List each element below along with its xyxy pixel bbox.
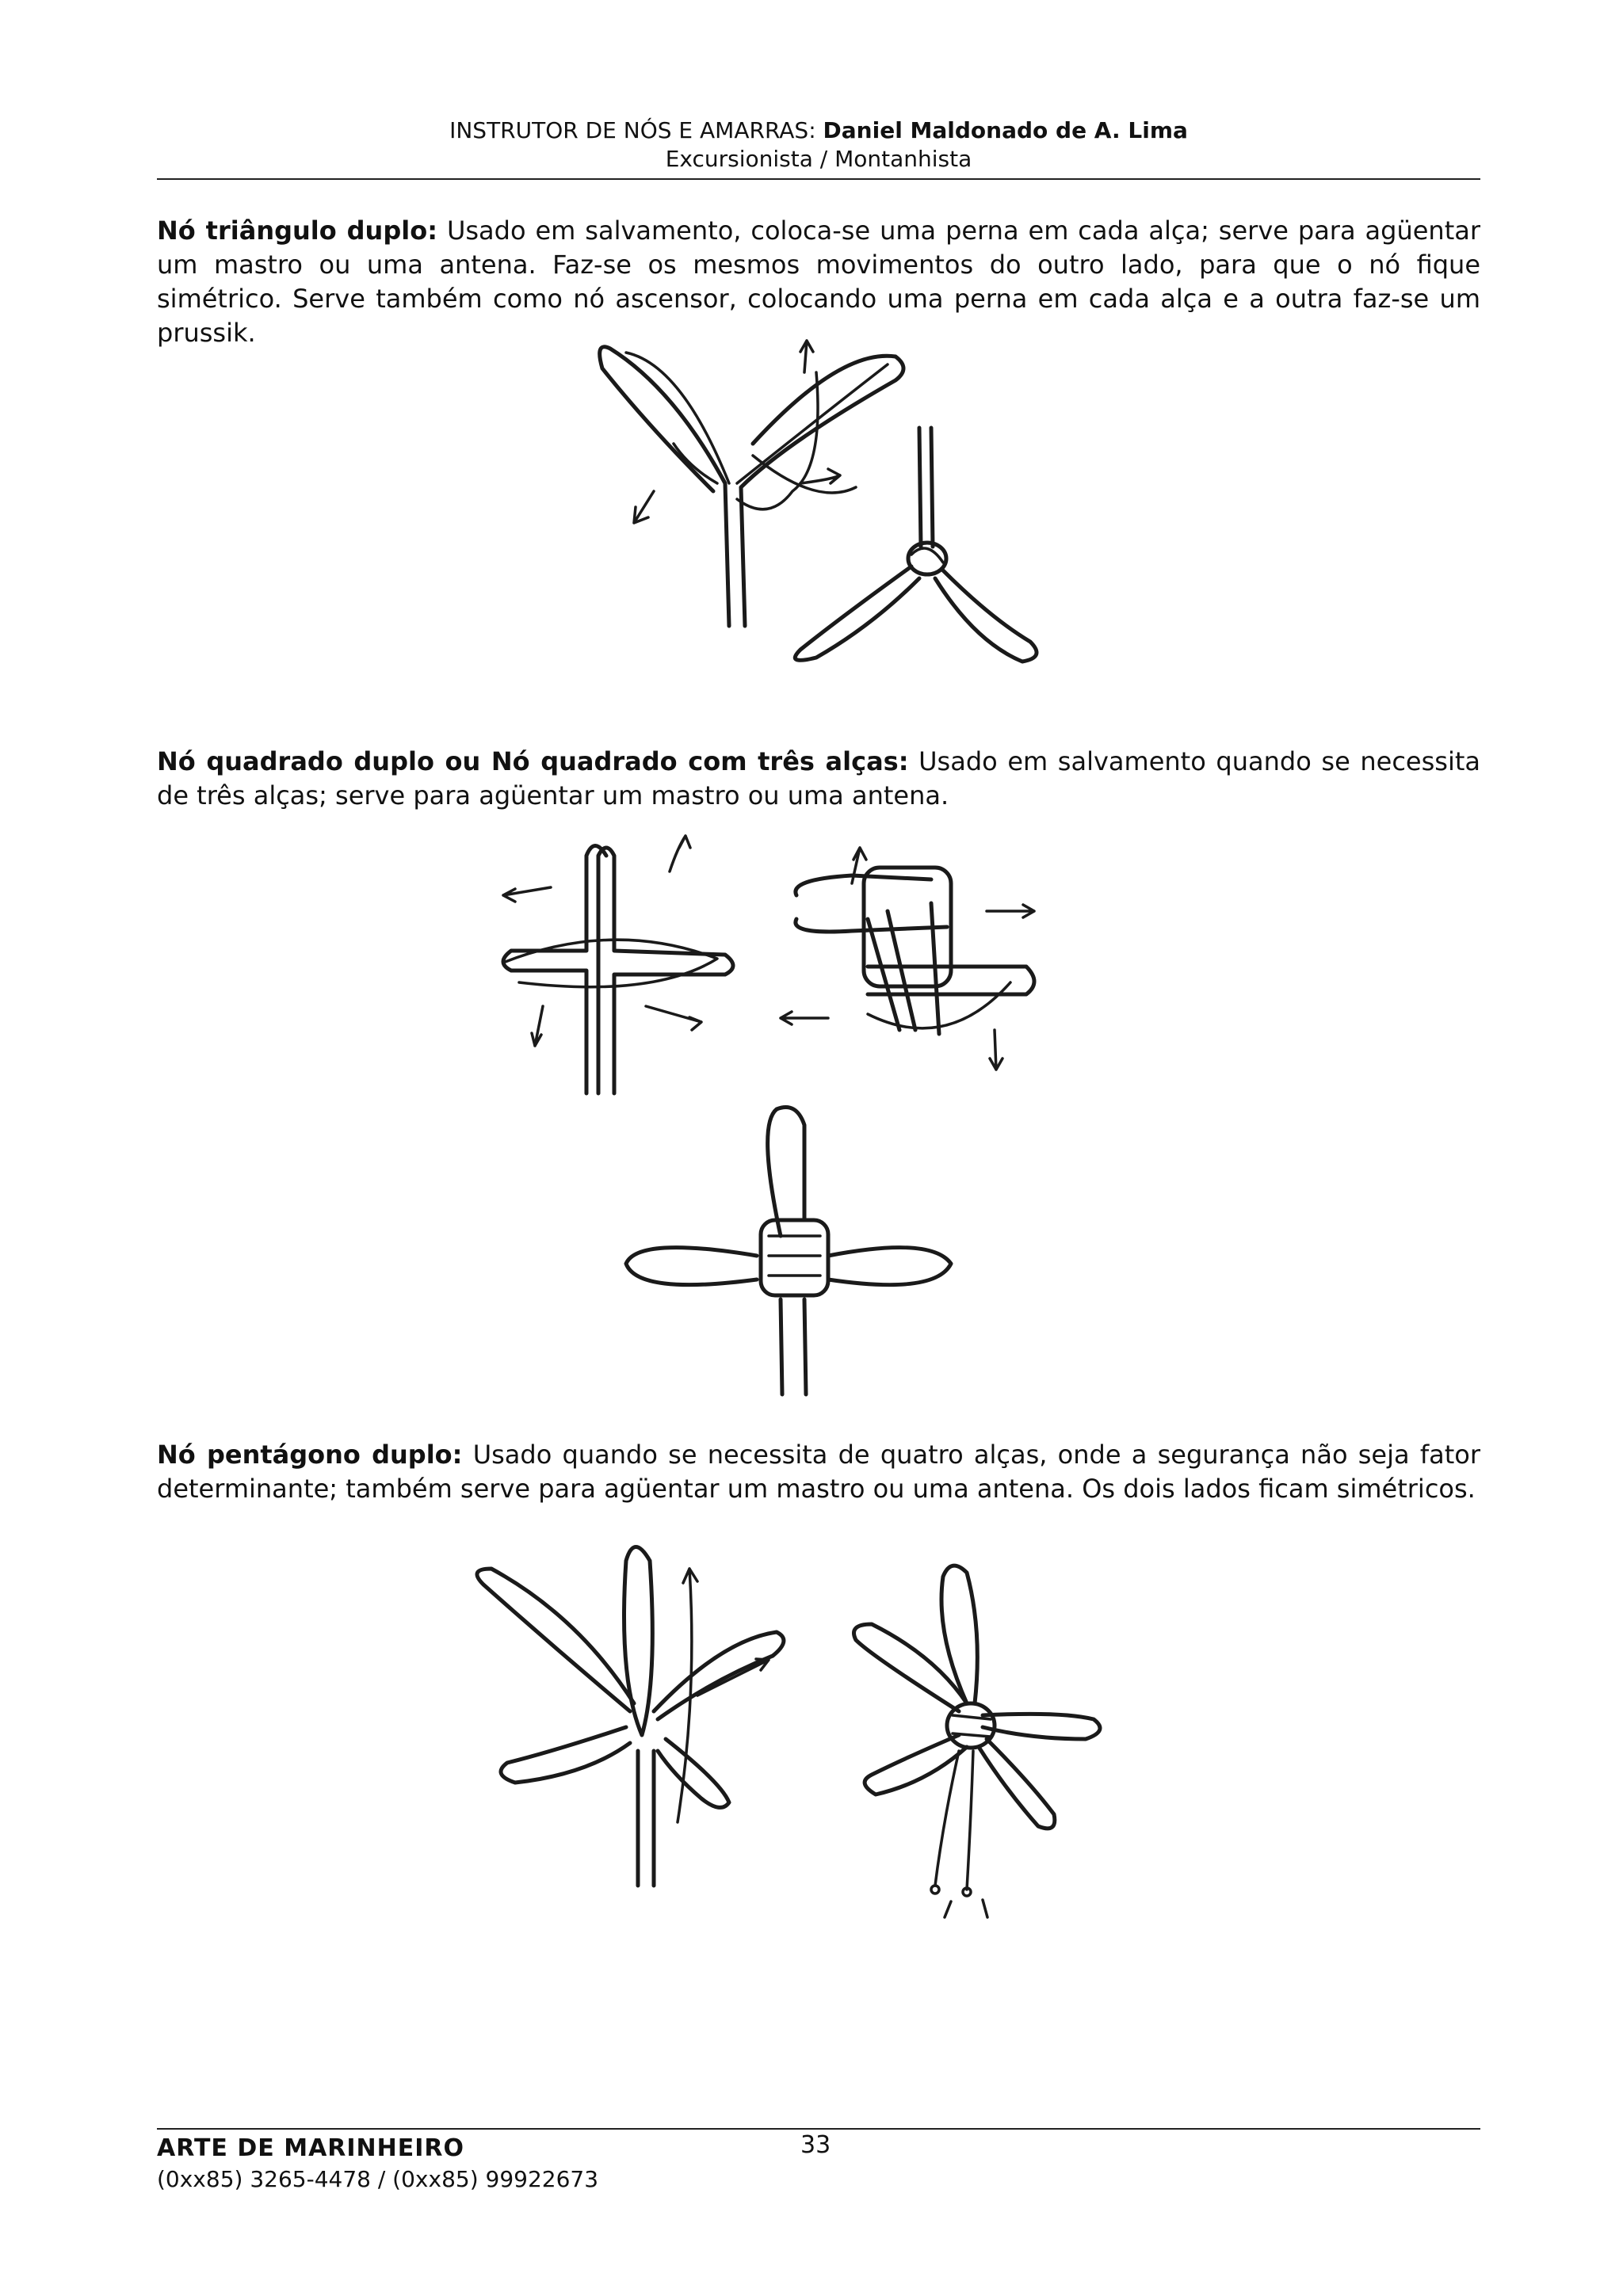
square-knot-illustration: [456, 824, 1106, 1418]
footer-phones: (0xx85) 3265-4478 / (0xx85) 99922673: [157, 2166, 599, 2192]
section-term: Nó triângulo duplo:: [157, 215, 437, 246]
page-header-title: [157, 117, 1480, 144]
section-term: Nó quadrado duplo ou Nó quadrado com três alças:: [157, 746, 909, 776]
header-author: Daniel Maldonado de A. Lima: [823, 117, 1188, 143]
section-text: Usado em salvamento quando se necessita de três alças; serve para agüentar um mastro ou uma antena.: [157, 746, 1481, 810]
section-text: Usado quando se necessita de quatro alças, onde a segurança não seja fator determinante; também serve para agüentar um mastro ou uma antena. Os dois lados ficam simétricos.: [157, 1440, 1481, 1504]
section-text: Usado em salvamento, coloca-se uma perna em cada alça; serve para agüentar um mastro ou uma antena. Faz-se os mesmos movimentos do outro lado, para que o nó fique simétrico. Serve também como nó ascensor, colocando uma perna em cada alça e a outra faz-se um prussik.: [157, 215, 1481, 348]
pentagon-knot-illustration: [460, 1521, 1141, 1933]
header-title-prefix: INSTRUTOR DE NÓS E AMARRAS:: [449, 117, 823, 143]
footer-rule: [157, 2128, 1480, 2130]
section-term: Nó pentágono duplo:: [157, 1440, 463, 1470]
triangle-knot-illustration: [579, 325, 1054, 697]
section-pentagono-duplo: [157, 1438, 1480, 1506]
page-header-subtitle: Excursionista / Montanhista: [665, 146, 972, 172]
footer-title: ARTE DE MARINHEIRO: [157, 2134, 465, 2162]
section-quadrado-duplo: [157, 745, 1480, 813]
page-number: 33: [800, 2131, 831, 2159]
header-rule: [157, 178, 1480, 180]
